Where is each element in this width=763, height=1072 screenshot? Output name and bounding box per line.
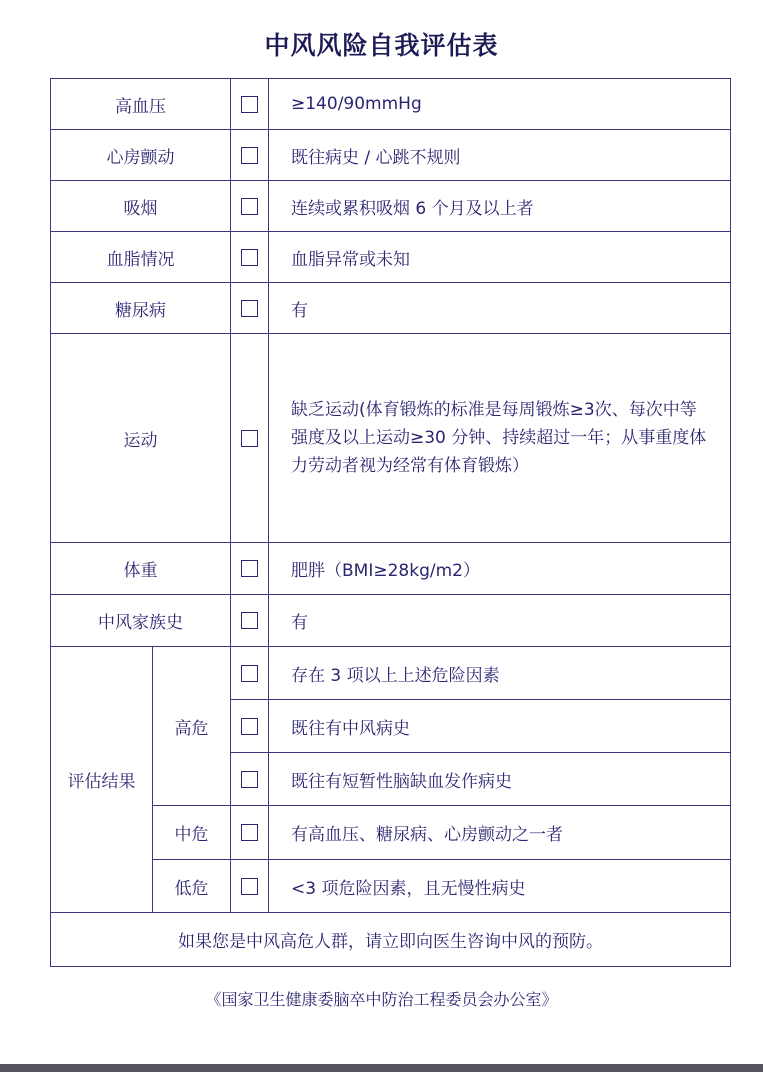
checkbox[interactable] [241,430,258,447]
low-risk-label: 低危 [153,860,231,913]
checkbox-cell[interactable] [231,753,269,806]
row-label: 运动 [51,334,231,543]
row-description: 血脂异常或未知 [269,232,731,283]
source-footer: 《国家卫生健康委脑卒中防治工程委员会办公室》 [205,990,558,1009]
row-label: 吸烟 [51,181,231,232]
table-row-family-history [51,595,731,647]
checkbox[interactable] [241,249,258,266]
row-description: ≥140/90mmHg [269,79,731,130]
assessment-label: 评估结果 [51,647,153,913]
checkbox[interactable] [241,612,258,629]
medium-risk-label: 中危 [153,806,231,860]
checkbox-cell[interactable] [231,79,269,130]
checkbox-cell[interactable] [231,647,269,700]
checkbox-cell[interactable] [231,334,269,543]
checkbox[interactable] [241,147,258,164]
checkbox-cell[interactable] [231,860,269,913]
checkbox[interactable] [241,718,258,735]
table-row-hypertension [51,79,731,130]
risk-assessment-table [50,78,731,967]
row-description: 有 [269,595,731,647]
checkbox[interactable] [241,824,258,841]
checkbox[interactable] [241,878,258,895]
checkbox-cell[interactable] [231,181,269,232]
table-row-exercise [51,334,731,543]
table-row-weight [51,543,731,595]
checkbox[interactable] [241,96,258,113]
row-description: 缺乏运动(体育锻炼的标准是每周锻炼≥3次、每次中等强度及以上运动≥30 分钟、持续超过一年；从事重度体力劳动者视为经常有体育锻炼） [269,334,731,543]
row-description: 连续或累积吸烟 6 个月及以上者 [269,181,731,232]
table-row-high-risk-1 [51,647,731,700]
checkbox-cell[interactable] [231,543,269,595]
table-row-smoking [51,181,731,232]
checkbox-cell[interactable] [231,700,269,753]
checkbox-cell[interactable] [231,595,269,647]
row-description: 既往有短暂性脑缺血发作病史 [269,753,731,806]
row-description: 存在 3 项以上上述危险因素 [269,647,731,700]
table-row-blood-lipids [51,232,731,283]
checkbox[interactable] [241,198,258,215]
row-label: 心房颤动 [51,130,231,181]
checkbox-cell[interactable] [231,283,269,334]
row-description: 有 [269,283,731,334]
checkbox-cell[interactable] [231,130,269,181]
table-row-diabetes [51,283,731,334]
page-title: 中风风险自我评估表 [264,31,499,60]
table-row-atrial-fibrillation [51,130,731,181]
row-label: 血脂情况 [51,232,231,283]
row-label: 糖尿病 [51,283,231,334]
checkbox[interactable] [241,771,258,788]
row-label: 高血压 [51,79,231,130]
row-description: 既往病史 / 心跳不规则 [269,130,731,181]
checkbox-cell[interactable] [231,232,269,283]
checkbox[interactable] [241,665,258,682]
checkbox[interactable] [241,300,258,317]
row-label: 中风家族史 [51,595,231,647]
row-label: 体重 [51,543,231,595]
row-description: <3 项危险因素，且无慢性病史 [269,860,731,913]
table-row-medium-risk [51,806,731,860]
table-row-low-risk [51,860,731,913]
high-risk-label: 高危 [153,647,231,806]
row-description: 有高血压、糖尿病、心房颤动之一者 [269,806,731,860]
checkbox[interactable] [241,560,258,577]
bottom-bar [0,1064,763,1072]
row-description: 肥胖（BMI≥28kg/m2） [269,543,731,595]
table-row-note [51,913,731,967]
row-description: 既往有中风病史 [269,700,731,753]
advice-note: 如果您是中风高危人群，请立即向医生咨询中风的预防。 [51,913,731,967]
checkbox-cell[interactable] [231,806,269,860]
